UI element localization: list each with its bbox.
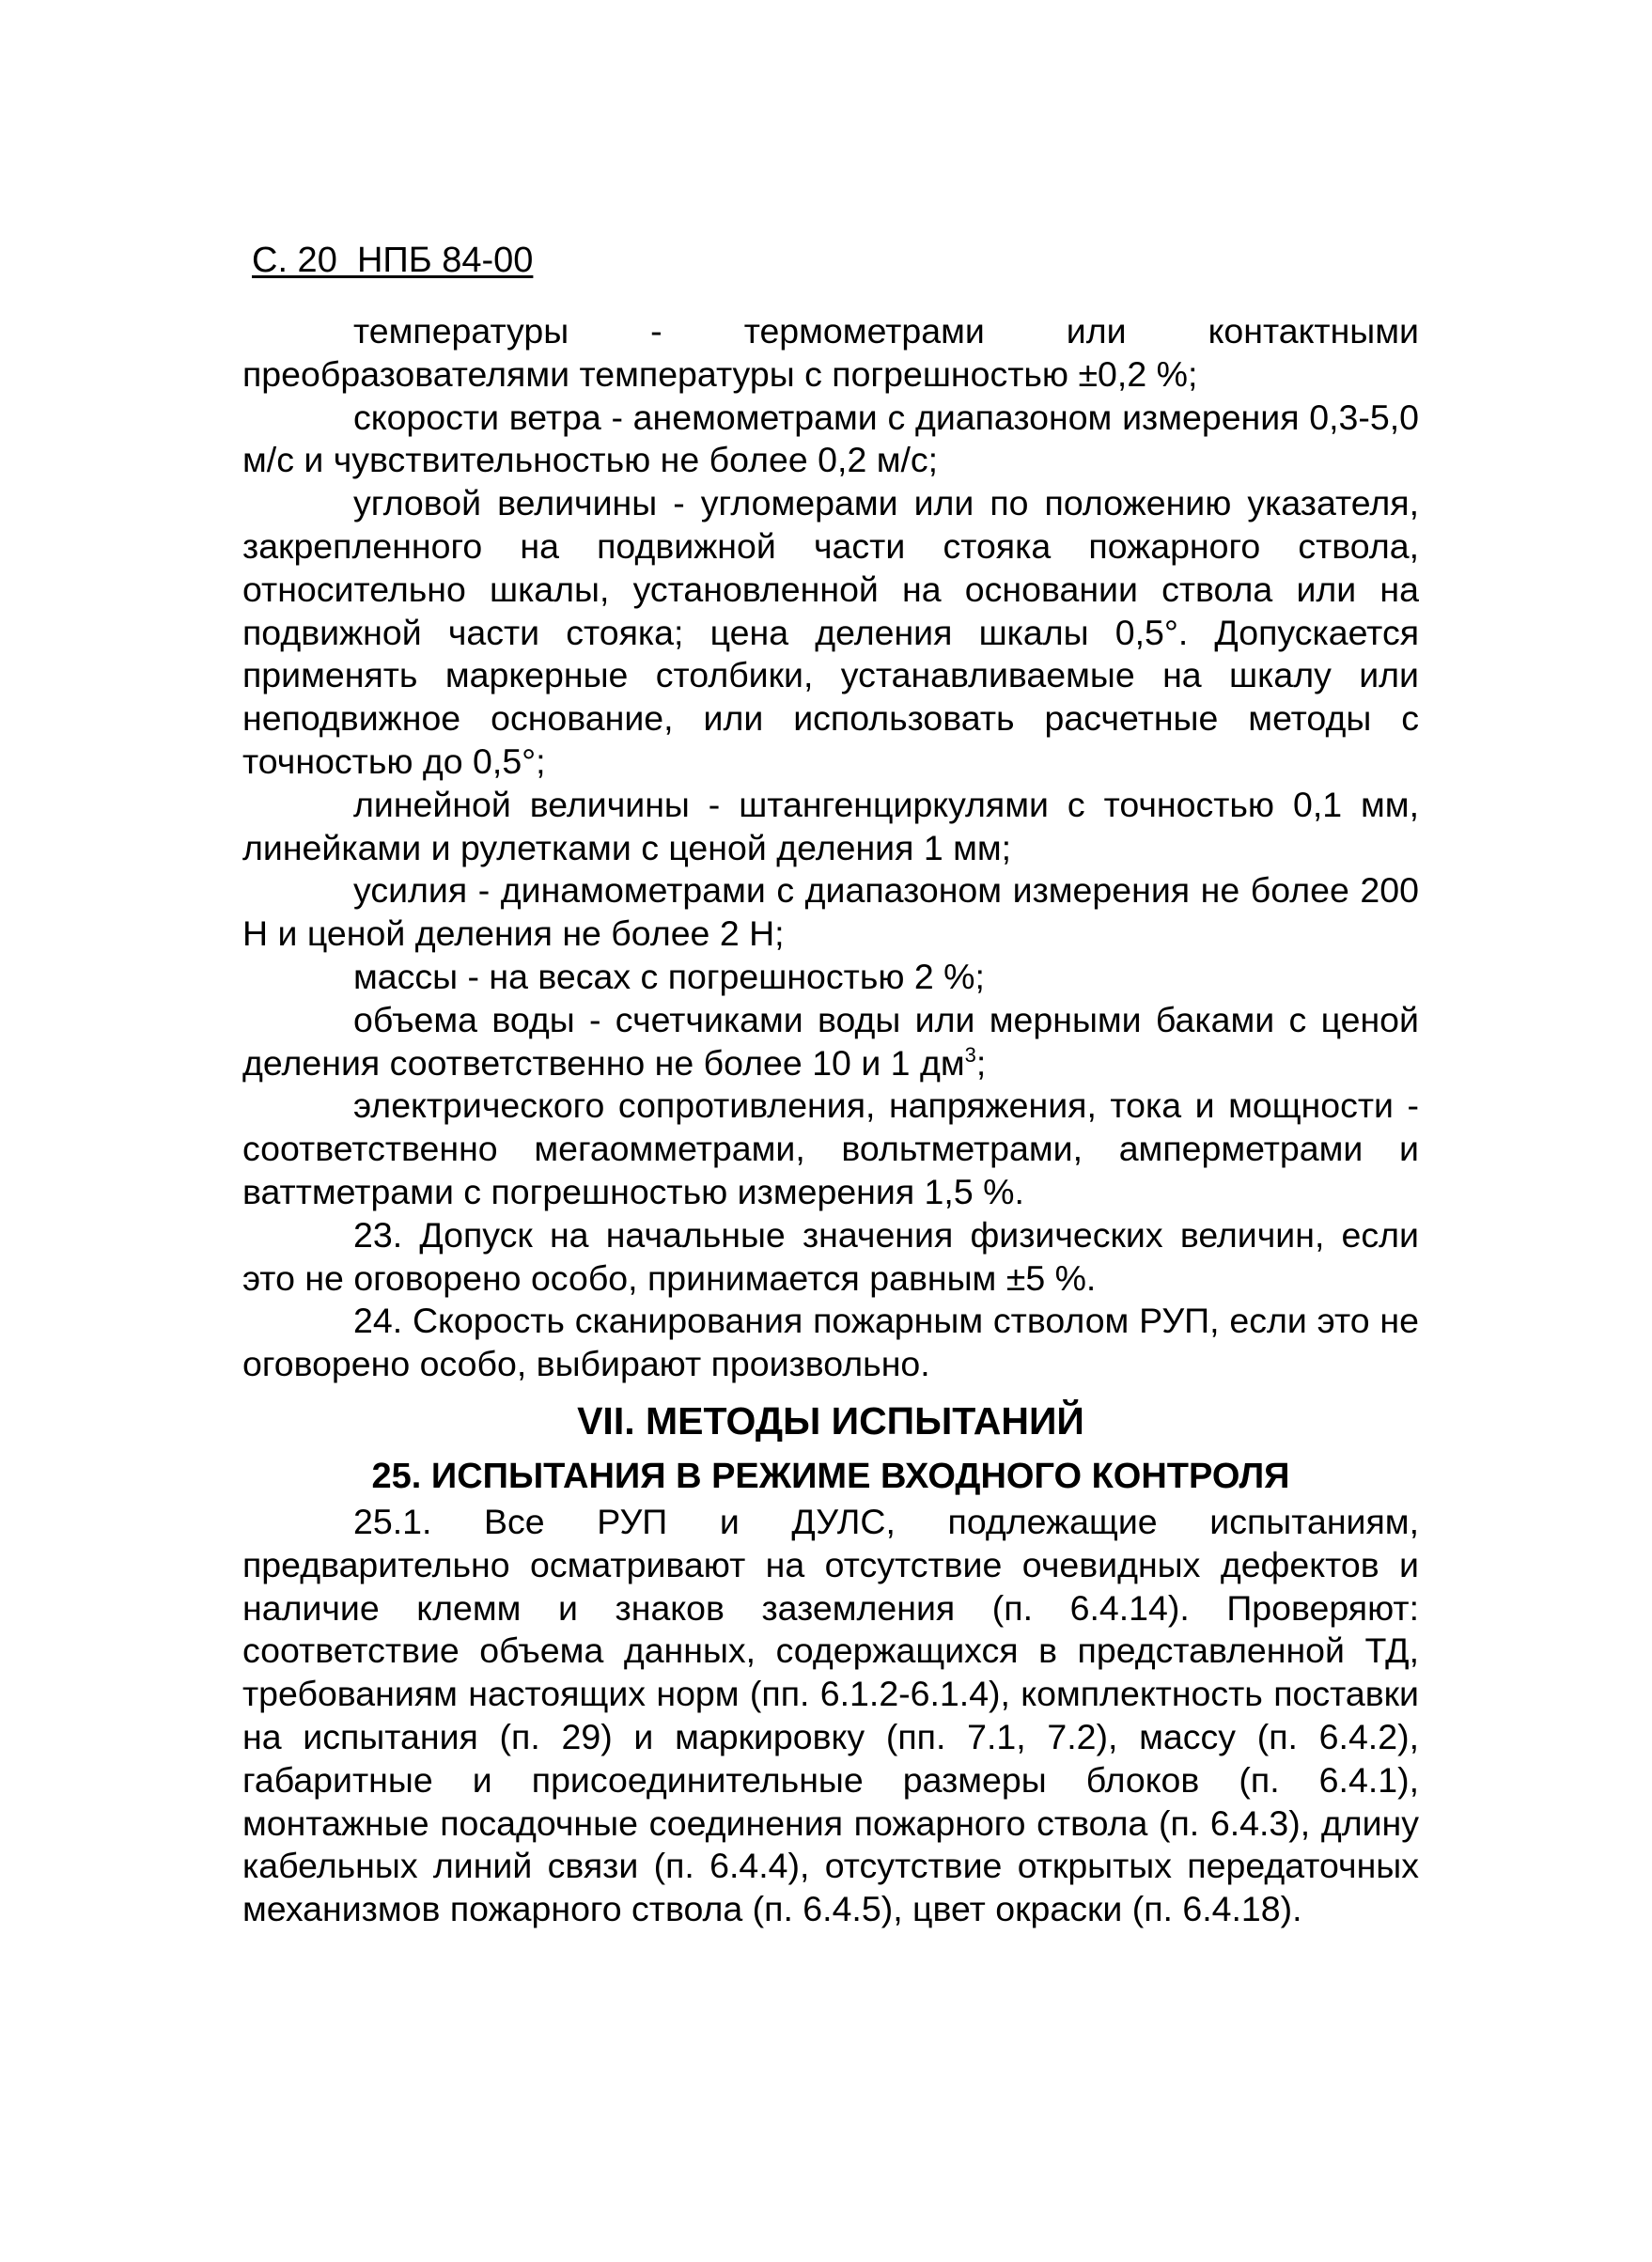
paragraph-item-24: 24. Скорость сканирования пожарным стволом РУП, если это не оговорено особо, выбирают произвольно.: [242, 1301, 1419, 1384]
paragraph-mass: массы - на весах с погрешностью 2 %;: [353, 956, 985, 996]
paragraph-force: усилия - динамометрами с диапазоном измерения не более 200 Н и ценой деления не более 2 Н;: [242, 870, 1419, 954]
cubic-exponent: 3: [964, 1042, 976, 1067]
water-volume-text: объема воды - счетчиками воды или мерными баками с ценой деления соответственно не более 10 и 1 дм: [242, 999, 1419, 1083]
paragraph-water-volume: [242, 999, 1419, 1085]
page-header: С. 20 НПБ 84-00: [252, 241, 534, 280]
paragraph-temperature: температуры - термометрами или контактными преобразователями температуры с погрешностью ±0,2 %;: [242, 311, 1419, 394]
paragraph-electrical: электрического сопротивления, напряжения, тока и мощности - соответственно мегаомметрами, вольтметрами, амперметрами и ваттметрами с погрешностью измерения 1,5 %.: [242, 1085, 1419, 1211]
paragraph-wind-speed: скорости ветра - анемометрами с диапазоном измерения 0,3-5,0 м/с и чувствительностью не более 0,2 м/с;: [242, 397, 1419, 480]
subsection-title: 25. ИСПЫТАНИЯ В РЕЖИМЕ ВХОДНОГО КОНТРОЛЯ: [371, 1456, 1290, 1496]
paragraph-item-25-1: 25.1. Все РУП и ДУЛС, подлежащие испытаниям, предварительно осматривают на отсутствие очевидных дефектов и наличие клемм и знаков заземления (п. 6.4.14). Проверяют: соответствие объема данных, содержащихся в представленной ТД, требованиям настоящих норм (пп. 6.1.2-6.1.4), комплектность поставки на испытания (п. 29) и маркировку (пп. 7.1, 7.2), массу (п. 6.4.2), габаритные и присоединительные размеры блоков (п. 6.4.1), монтажные посадочные соединения пожарного ствола (п. 6.4.3), длину кабельных линий связи (п. 6.4.4), отсутствие открытых передаточных механизмов пожарного ствола (п. 6.4.5), цвет окраски (п. 6.4.18).: [242, 1501, 1419, 1929]
paragraph-item-23: 23. Допуск на начальные значения физических величин, если это не оговорено особо, принимается равным ±5 %.: [242, 1214, 1419, 1298]
paragraph-angular-value: угловой величины - угломерами или по положению указателя, закрепленного на подвижной части стояка пожарного ствола, относительно шкалы, установленной на основании ствола или на подвижной части стояка; цена деления шкалы 0,5°. Допускается применять маркерные столбики, устанавливаемые на шкалу или неподвижное основание, или использовать расчетные методы с точностью до 0,5°;: [242, 483, 1419, 781]
page-content: [242, 310, 1419, 1931]
section-title: VII. МЕТОДЫ ИСПЫТАНИЙ: [577, 1398, 1084, 1443]
water-volume-end: ;: [975, 1042, 987, 1083]
paragraph-linear-value: линейной величины - штангенциркулями с точностью 0,1 мм, линейками и рулетками с ценой деления 1 мм;: [242, 784, 1419, 867]
